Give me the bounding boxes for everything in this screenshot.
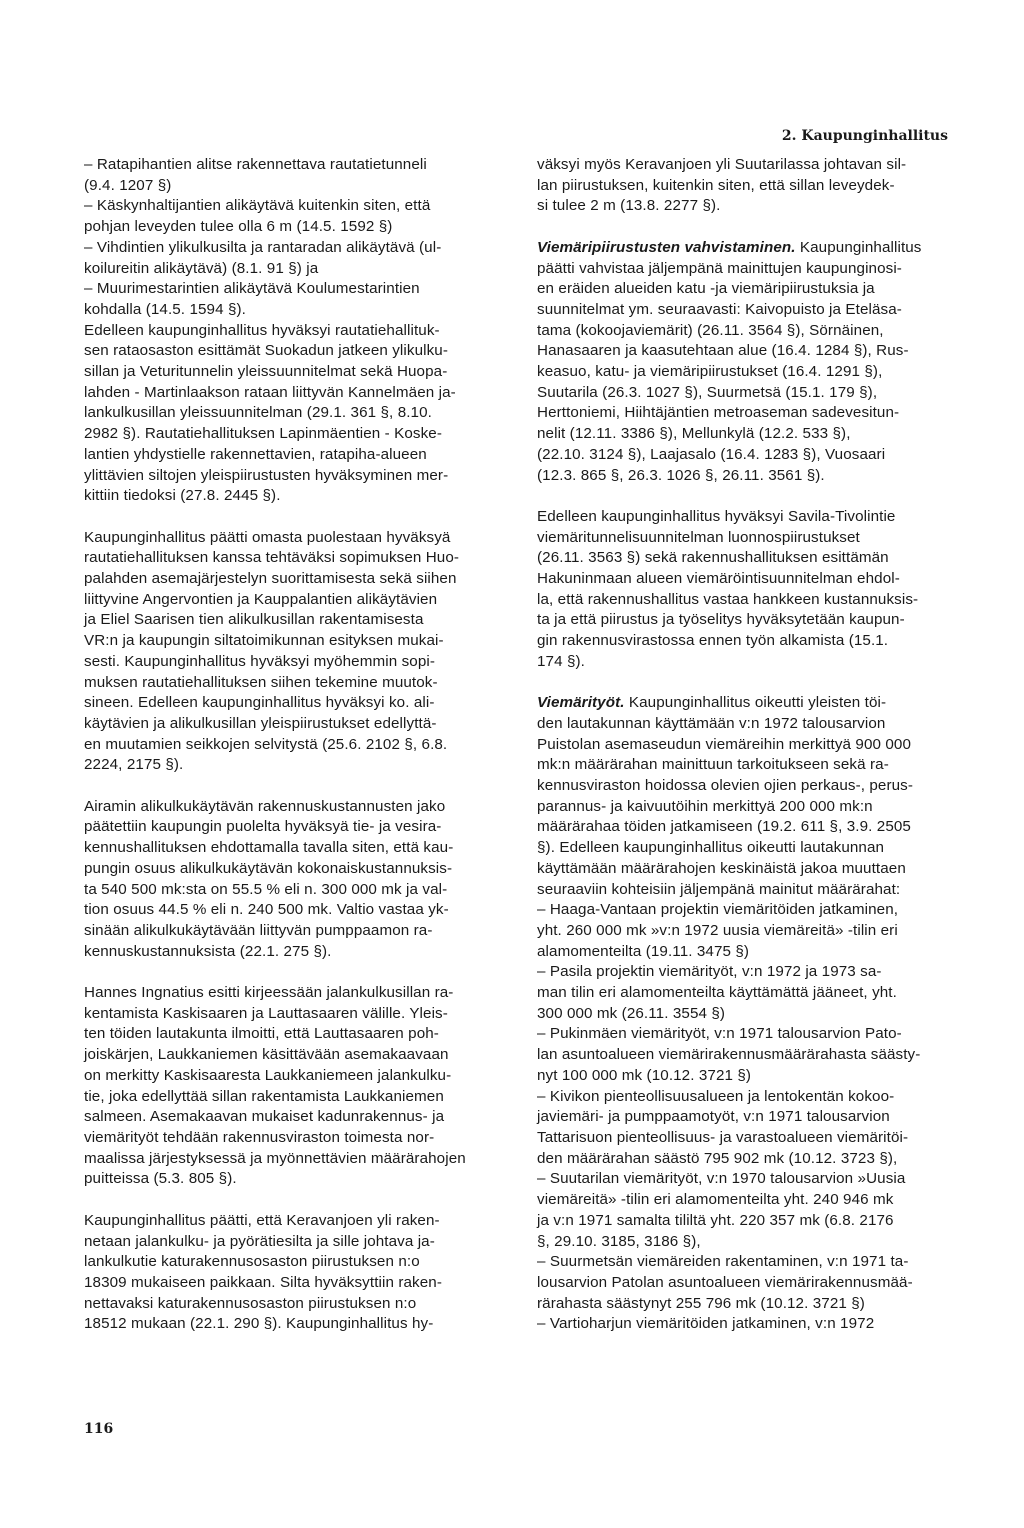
paragraph bbox=[84, 528, 502, 776]
text-line: on merkitty Kaskisaaresta Laukkaniemeen jalankulku- bbox=[84, 1066, 452, 1084]
text-line: lan asuntoalueen viemärirakennusmäärärahasta säästy- bbox=[537, 1046, 921, 1064]
text-line: tama (kokoojaviemärit) (26.11. 3564 §), Sörnäinen, bbox=[537, 321, 884, 339]
text-line: en muutamien seikkojen selvitystä (25.6. 2102 §, 6.8. bbox=[84, 735, 448, 753]
text-line: tie, joka edellyttää sillan rakentamista Laukkaniemen bbox=[84, 1087, 444, 1105]
text-line: tion osuus 44.5 % eli n. 240 500 mk. Valtio vastaa yk- bbox=[84, 901, 449, 919]
paragraph bbox=[84, 1211, 502, 1335]
text-span: Kaupunginhallitus bbox=[795, 238, 922, 256]
text-line: Herttoniemi, Hiihtäjäntien metroaseman sadevesitun- bbox=[537, 404, 900, 422]
text-line: (12.3. 865 §, 26.3. 1026 §, 26.11. 3561 §). bbox=[537, 466, 825, 484]
section-lead: Viemärityöt. bbox=[537, 694, 625, 712]
text-line: Edelleen kaupunginhallitus hyväksyi rautatiehallituk- bbox=[84, 321, 440, 339]
text-line: – Käskynhaltijantien alikäytävä kuitenkin siten, että bbox=[84, 197, 431, 215]
text-line: sillan ja Veturitunnelin yleissuunnitelmat sekä Huopa- bbox=[84, 363, 448, 381]
text-line: nyt 100 000 mk (10.12. 3721 §) bbox=[537, 1066, 752, 1084]
text-line: – Pasila projektin viemärityöt, v:n 1972 ja 1973 sa- bbox=[537, 963, 882, 981]
text-line: 300 000 mk (26.11. 3554 §) bbox=[537, 1004, 726, 1022]
text-line: netaan jalankulku- ja pyörätiesilta ja sille johtava ja- bbox=[84, 1232, 435, 1250]
text-line: – Pukinmäen viemärityöt, v:n 1971 talousarvion Pato- bbox=[537, 1025, 902, 1043]
text-line: Edelleen kaupunginhallitus hyväksyi Savila-Tivolintie bbox=[537, 507, 896, 525]
text-line: seuraaviin kohteisiin jäljempänä mainitut määrärahat: bbox=[537, 880, 901, 898]
text-line: alamomenteilta (19.11. 3475 §) bbox=[537, 942, 750, 960]
text-line: la, että rakennushallitus vastaa hankkeen kustannuksis- bbox=[537, 590, 919, 608]
text-line: – Muurimestarintien alikäytävä Koulumestarintien bbox=[84, 280, 420, 298]
text-line: sineen. Edelleen kaupunginhallitus hyväksyi ko. ali- bbox=[84, 694, 435, 712]
text-line: (22.10. 3124 §), Laajasalo (16.4. 1283 §), Vuosaari bbox=[537, 445, 886, 463]
text-line: en eräiden alueiden katu -ja viemäripiirustuksia ja bbox=[537, 280, 875, 298]
text-line: 2224, 2175 §). bbox=[84, 756, 184, 774]
paragraph bbox=[84, 196, 502, 237]
text-line: – Ratapihantien alitse rakennettava rautatietunneli bbox=[84, 156, 427, 173]
text-line: – Vihdintien ylikulkusilta ja rantaradan alikäytävä (ul- bbox=[84, 238, 442, 256]
running-header: 2. Kaupunginhallitus bbox=[781, 128, 948, 144]
text-line: joiskärjen, Laukkaniemen käsittävään asemakaavaan bbox=[84, 1046, 449, 1064]
text-line: Hakuninmaan alueen viemäröintisuunnitelman ehdol- bbox=[537, 570, 900, 588]
text-line: nelit (12.11. 3386 §), Mellunkylä (12.2. 533 §), bbox=[537, 425, 851, 443]
text-line: palahden asemajärjestelyn suorittamisesta sekä siihen bbox=[84, 570, 457, 588]
text-line: lantien yhdystielle rakennettavien, ratapiha-alueen bbox=[84, 445, 427, 463]
text-line: ta ja että piirustus ja työselitys hyväksytetään kaupun- bbox=[537, 611, 905, 629]
paragraph bbox=[84, 983, 502, 1190]
right-column bbox=[537, 155, 957, 1335]
section-lead: Viemäripiirustusten vahvistaminen. bbox=[537, 238, 796, 256]
text-line: suunnitelmat ym. seuraavasti: Kaivopuisto ja Eteläsa- bbox=[537, 300, 902, 318]
text-line: den lautakunnan käyttämään v:n 1972 talousarvion bbox=[537, 714, 886, 732]
page-number: 116 bbox=[84, 1421, 114, 1437]
text-line: man tilin eri alamomenteilta käyttämättä jääneet, yht. bbox=[537, 984, 897, 1002]
paragraph bbox=[84, 155, 502, 196]
text-line: väksyi myös Keravanjoen yli Suutarilassa johtavan sil- bbox=[537, 156, 907, 173]
text-line: Puistolan asemaseudun viemäreihin merkittyä 900 000 bbox=[537, 735, 912, 753]
text-line: – Suutarilan viemärityöt, v:n 1970 talousarvion »Uusia bbox=[537, 1170, 906, 1188]
text-line: lousarvion Patolan asuntoalueen viemärirakennusmää- bbox=[537, 1273, 913, 1291]
text-line: pohjan leveyden tulee olla 6 m (14.5. 1592 §) bbox=[84, 218, 393, 236]
text-line bbox=[537, 238, 957, 259]
text-line: ta 540 500 mk:sta on 55.5 % eli n. 300 000 mk ja val- bbox=[84, 880, 448, 898]
paragraph bbox=[537, 155, 957, 217]
text-line: 18512 mukaan (22.1. 290 §). Kaupunginhallitus hy- bbox=[84, 1315, 434, 1333]
text-line bbox=[537, 693, 957, 714]
text-line: §, 29.10. 3185, 3186 §), bbox=[537, 1232, 701, 1250]
text-line: kennushallituksen ehdottamalla tavalla siten, että kau- bbox=[84, 839, 454, 857]
text-line: (9.4. 1207 §) bbox=[84, 176, 172, 194]
text-line: keasuo, katu- ja viemäripiirustukset (16.4. 1291 §), bbox=[537, 363, 883, 381]
text-line: pungin osuus alikulkukäytävän kokonaiskustannuksis- bbox=[84, 859, 453, 877]
text-line: maalissa järjestyksessä ja myönnettävien määrärahojen bbox=[84, 1149, 466, 1167]
text-line: viemäreitä» -tilin eri alamomenteilta yht. 240 946 mk bbox=[537, 1191, 894, 1209]
text-line: sesti. Kaupunginhallitus hyväksyi myöhemmin sopi- bbox=[84, 652, 435, 670]
text-line: sinään alikulkukäytävään liittyvän pumppaamon ra- bbox=[84, 921, 433, 939]
text-line: koilureitin alikäytävä) (8.1. 91 §) ja bbox=[84, 259, 319, 277]
text-line: kentamista Kaskisaaren ja Lauttasaaren välille. Yleis- bbox=[84, 1004, 448, 1022]
text-line: 2982 §). Rautatiehallituksen Lapinmäentien - Koske- bbox=[84, 425, 443, 443]
text-line: nettavaksi katurakennusosaston piirustuksen n:o bbox=[84, 1294, 417, 1312]
paragraph bbox=[84, 238, 502, 279]
paragraph bbox=[537, 507, 957, 673]
text-line: gin rakennusvirastossa ennen työn alkamista (15.1. bbox=[537, 632, 889, 650]
text-line: ylittävien siltojen yleispiirustusten hyväksyminen mer- bbox=[84, 466, 449, 484]
text-line: puitteissa (5.3. 805 §). bbox=[84, 1170, 237, 1188]
text-line: Hannes Ingnatius esitti kirjeessään jalankulkusillan ra- bbox=[84, 984, 454, 1002]
text-line: – Vartioharjun viemäritöiden jatkaminen, v:n 1972 bbox=[537, 1315, 875, 1333]
text-line: javiemäri- ja pumppaamotyöt, v:n 1971 talousarvion bbox=[537, 1108, 890, 1126]
text-line: Hanasaaren ja kaasutehtaan alue (16.4. 1284 §), Rus- bbox=[537, 342, 909, 360]
text-line: Kaupunginhallitus päätti omasta puolestaan hyväksyä bbox=[84, 528, 451, 546]
text-line: päätettiin kaupungin puolelta hyväksyä tie- ja vesira- bbox=[84, 818, 442, 836]
text-line: – Suurmetsän viemäreiden rakentaminen, v:n 1971 ta- bbox=[537, 1253, 909, 1271]
text-line: §). Edelleen kaupunginhallitus oikeutti lautakunnan bbox=[537, 839, 885, 857]
text-line: 174 §). bbox=[537, 652, 585, 670]
text-line: ja Eliel Saarisen tien alikulkusillan rakentamisesta bbox=[84, 611, 424, 629]
paragraph bbox=[84, 321, 502, 507]
text-line: Airamin alikulkukäytävän rakennuskustannusten jako bbox=[84, 797, 446, 815]
text-line: käytävien ja alikulkusillan yleispiirustukset edellyttä- bbox=[84, 714, 437, 732]
text-line: kohdalla (14.5. 1594 §). bbox=[84, 300, 246, 318]
text-line: muksen rautatiehallituksen siihen tekemine muutok- bbox=[84, 673, 438, 691]
text-line: salmeen. Asemakaavan mukaiset kadunrakennus- ja bbox=[84, 1108, 445, 1126]
text-line: – Haaga-Vantaan projektin viemäritöiden jatkaminen, bbox=[537, 901, 899, 919]
text-line: kennusviraston hoidossa olevien ojien perkaus-, perus- bbox=[537, 777, 914, 795]
text-span: Kaupunginhallitus oikeutti yleisten töi- bbox=[624, 694, 887, 712]
text-line: den määrärahan säästö 795 902 mk (10.12. 3723 §), bbox=[537, 1149, 898, 1167]
text-line: Suutarila (26.3. 1027 §), Suurmetsä (15.1. 179 §), bbox=[537, 383, 878, 401]
left-column bbox=[84, 155, 502, 1335]
text-line: lahden - Martinlaakson rataan liittyvän Kannelmäen ja- bbox=[84, 383, 456, 401]
text-line: yht. 260 000 mk »v:n 1972 uusia viemäreitä» -tilin eri bbox=[537, 921, 898, 939]
text-line: parannus- ja kaivuutöihin merkittyä 200 000 mk:n bbox=[537, 797, 873, 815]
text-line: kittiin tiedoksi (27.8. 2445 §). bbox=[84, 487, 281, 505]
text-line: käyttämään määrärahojen keskinäistä jakoa muuttaen bbox=[537, 859, 906, 877]
text-line: lankulkusillan yleissuunnitelman (29.1. 361 §, 8.10. bbox=[84, 404, 432, 422]
text-line: rärahasta säästynyt 255 796 mk (10.12. 3721 §) bbox=[537, 1294, 865, 1312]
text-line: rautatiehallituksen kanssa tehtäväksi sopimuksen Huo- bbox=[84, 549, 460, 567]
text-line: viemäritunnelisuunnitelman luonnospiirustukset bbox=[537, 528, 860, 546]
text-line: mk:n määrärahan mainittuun tarkoitukseen sekä ra- bbox=[537, 756, 889, 774]
paragraph bbox=[84, 797, 502, 963]
paragraph bbox=[84, 279, 502, 320]
text-line: Tattarisuon pienteollisuus- ja varastoalueen viemäritöi- bbox=[537, 1129, 909, 1146]
text-line: VR:n ja kaupungin siltatoimikunnan esityksen mukai- bbox=[84, 632, 444, 650]
text-line: lankulkutie katurakennusosaston piirustuksen n:o bbox=[84, 1253, 420, 1271]
text-line: Kaupunginhallitus päätti, että Keravanjoen yli raken- bbox=[84, 1211, 440, 1229]
text-line: liittyvine Angervontien ja Kauppalantien alikäytävien bbox=[84, 590, 438, 608]
text-line: lan piirustuksen, kuitenkin siten, että sillan leveydek- bbox=[537, 176, 895, 194]
text-line: (26.11. 3563 §) sekä rakennushallituksen esittämän bbox=[537, 549, 889, 567]
paragraph bbox=[537, 238, 957, 486]
text-line: sen rataosaston esittämät Suokadun jatkeen ylikulku- bbox=[84, 342, 448, 360]
text-line: – Kivikon pienteollisuusalueen ja lentokentän kokoo- bbox=[537, 1087, 895, 1105]
text-line: päätti vahvistaa jäljempänä mainittujen kaupunginosi- bbox=[537, 259, 902, 277]
text-line: ja v:n 1971 samalta tililtä yht. 220 357 mk (6.8. 2176 bbox=[537, 1211, 894, 1229]
text-line: si tulee 2 m (13.8. 2277 §). bbox=[537, 197, 721, 215]
text-line: 18309 mukaiseen paikkaan. Silta hyväksyttiin raken- bbox=[84, 1273, 442, 1291]
text-line: viemärityöt tehdään rakennusviraston toimesta nor- bbox=[84, 1129, 435, 1146]
paragraph bbox=[537, 693, 957, 1335]
text-line: määrärahaa töiden jatkamiseen (19.2. 611 §, 3.9. 2505 bbox=[537, 818, 911, 836]
text-line: kennuskustannuksista (22.1. 275 §). bbox=[84, 942, 332, 960]
text-line: ten töiden lautakunta ilmoitti, että Lauttasaaren poh- bbox=[84, 1025, 439, 1043]
